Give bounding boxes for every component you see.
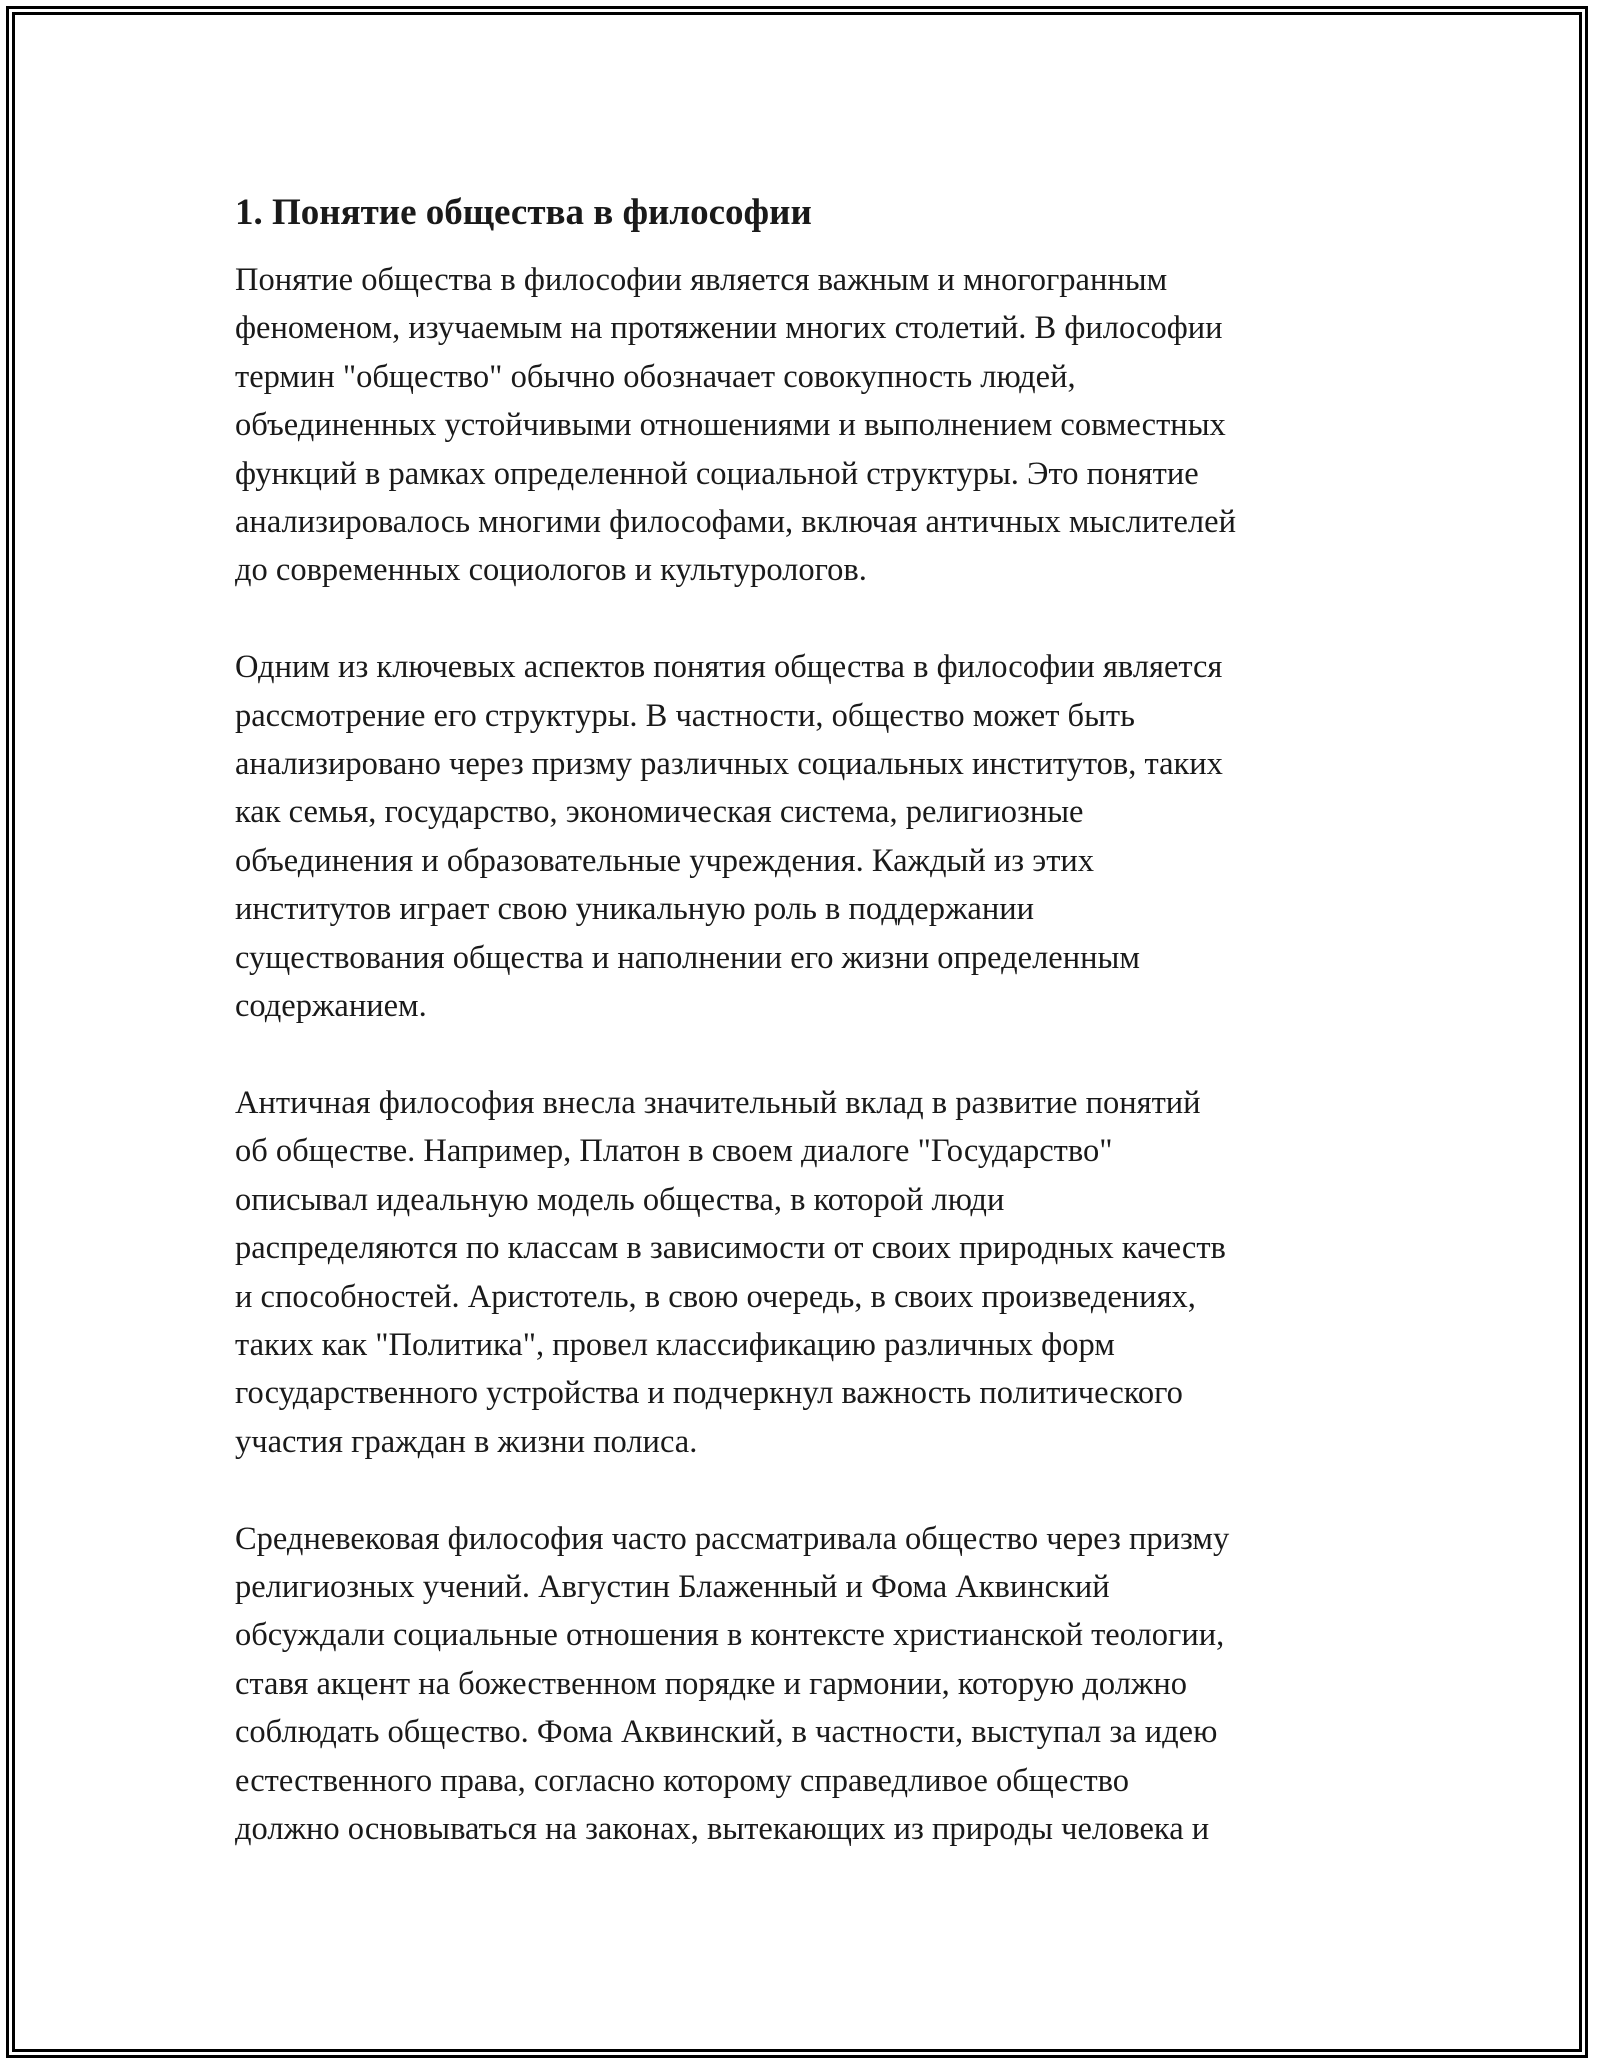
- text-line: и способностей. Аристотель, в свою очередь, в своих произведениях,: [235, 1278, 1196, 1315]
- text-line: Античная философия внесла значительный вклад в развитие понятий: [235, 1084, 1201, 1121]
- text-line: объединения и образовательные учреждения. Каждый из этих: [235, 842, 1095, 879]
- text-line: анализировалось многими философами, включая античных мыслителей: [235, 504, 1236, 541]
- text-line: об обществе. Например, Платон в своем диалоге "Государство": [235, 1133, 1113, 1170]
- text-line: функций в рамках определенной социальной структуры. Это понятие: [235, 455, 1199, 492]
- text-line: Понятие общества в философии является важным и многогранным: [235, 262, 1168, 298]
- text-line: Средневековая философия часто рассматривала общество через призму: [235, 1520, 1230, 1557]
- text-line: анализировано через призму различных социальных институтов, таких: [235, 746, 1223, 783]
- text-line: распределяются по классам в зависимости от своих природных качеств: [235, 1230, 1226, 1267]
- text-line: соблюдать общество. Фома Аквинский, в частности, выступал за идею: [235, 1714, 1218, 1751]
- text-line: Одним из ключевых аспектов понятия общества в философии является: [235, 649, 1223, 686]
- text-line: объединенных устойчивыми отношениями и выполнением совместных: [235, 407, 1226, 444]
- text-line: участия граждан в жизни полиса.: [235, 1423, 698, 1460]
- paragraph: [235, 1079, 1385, 1466]
- text-line: до современных социологов и культурологов.: [235, 552, 867, 589]
- document-body: [235, 185, 1385, 1902]
- text-line: государственного устройства и подчеркнул важность политического: [235, 1375, 1183, 1412]
- text-line: должно основываться на законах, вытекающих из природы человека и: [235, 1810, 1210, 1847]
- text-line: таких как "Политика", провел классификацию различных форм: [235, 1326, 1115, 1363]
- text-line: институтов играет свою уникальную роль в поддержании: [235, 891, 1035, 928]
- text-line: существования общества и наполнении его жизни определенным: [235, 939, 1140, 976]
- text-line: содержанием.: [235, 988, 427, 1025]
- text-line: термин "общество" обычно обозначает совокупность людей,: [235, 358, 1076, 395]
- section-heading: 1. Понятие общества в философии: [235, 192, 812, 233]
- text-line: как семья, государство, экономическая система, религиозные: [235, 794, 1084, 831]
- paragraphs-container: [235, 256, 1385, 1853]
- paragraph: [235, 643, 1385, 1030]
- paragraph: [235, 256, 1385, 595]
- text-line: естественного права, согласно которому справедливое общество: [235, 1762, 1130, 1799]
- text-line: обсуждали социальные отношения в контексте христианской теологии,: [235, 1617, 1225, 1654]
- text-line: описывал идеальную модель общества, в которой люди: [235, 1181, 1005, 1218]
- text-line: рассмотрение его структуры. В частности, общество может быть: [235, 697, 1135, 734]
- paragraph: [235, 1515, 1385, 1854]
- text-line: ставя акцент на божественном порядке и гармонии, которую должно: [235, 1665, 1188, 1702]
- text-line: религиозных учений. Августин Блаженный и Фома Аквинский: [235, 1568, 1110, 1605]
- text-line: феноменом, изучаемым на протяжении многих столетий. В философии: [235, 310, 1223, 347]
